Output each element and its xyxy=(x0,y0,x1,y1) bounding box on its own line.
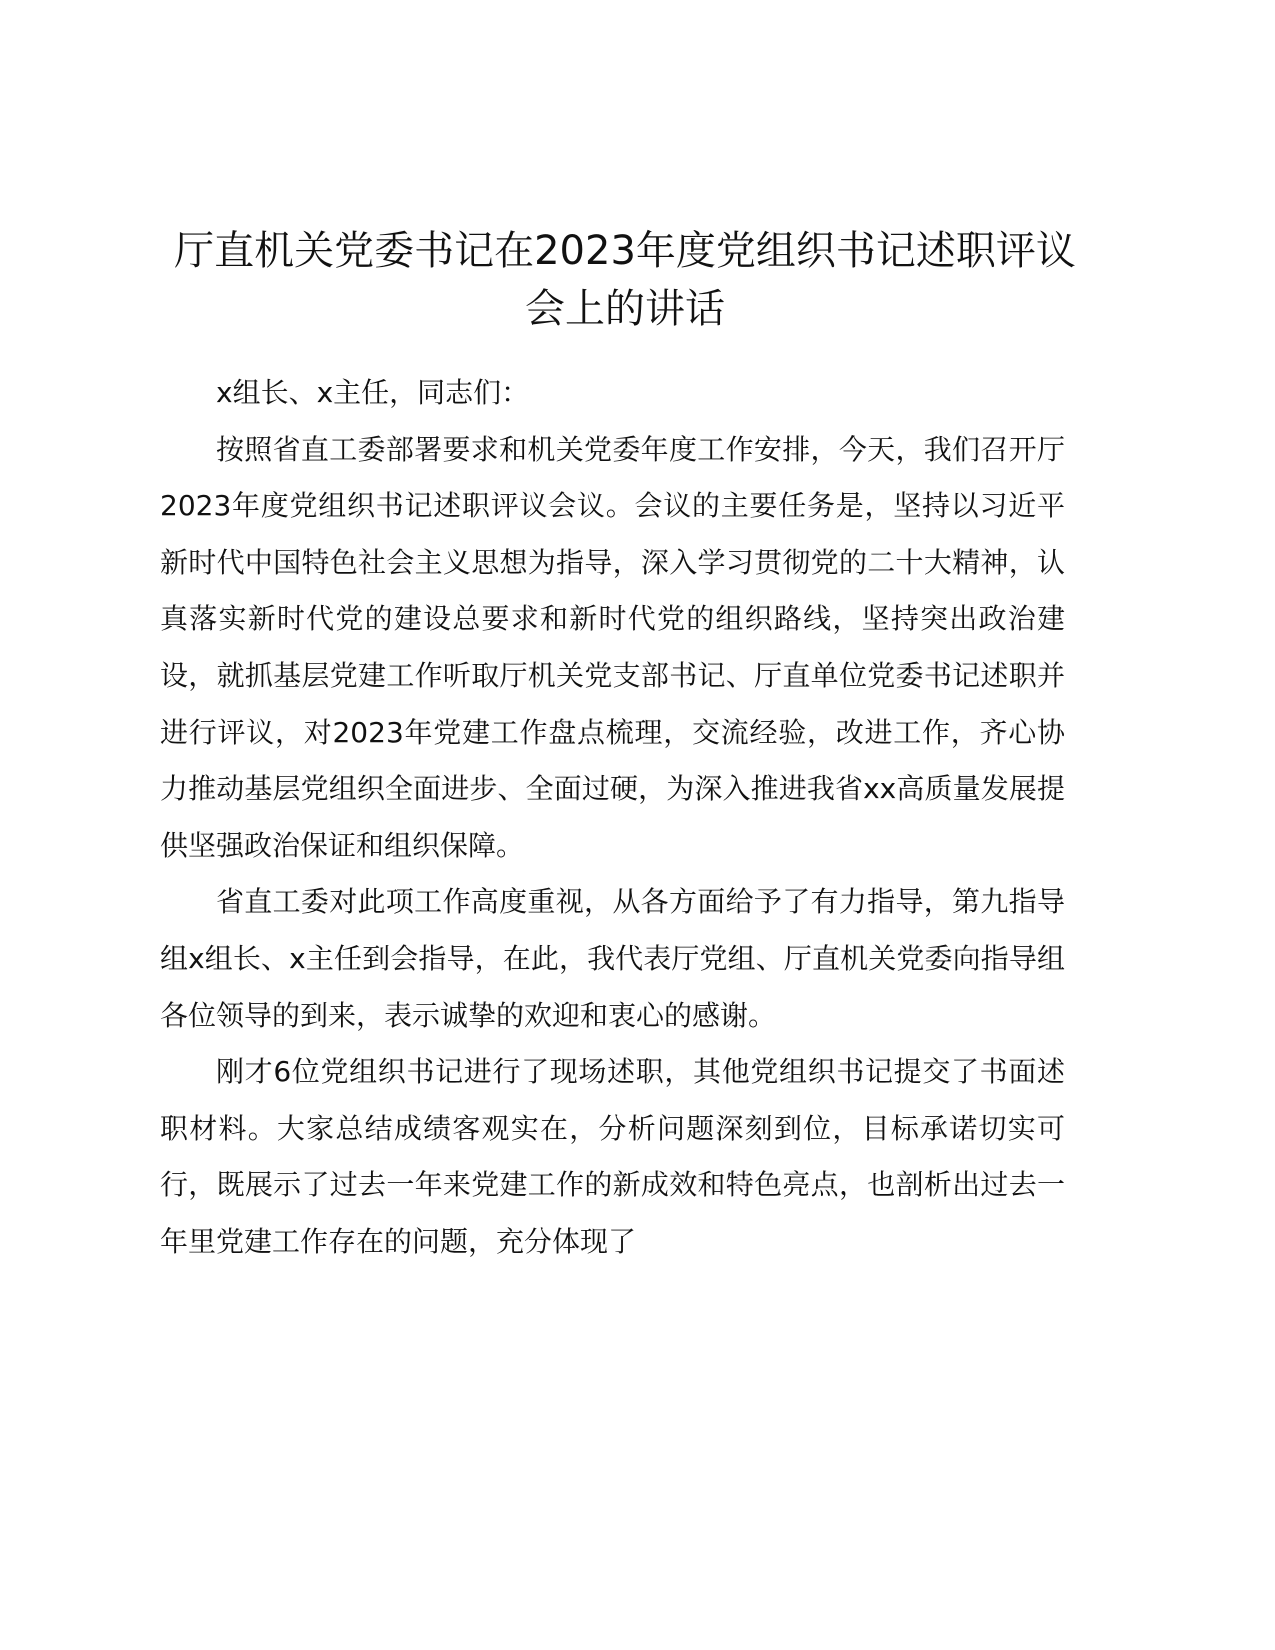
document-body xyxy=(160,365,1065,1271)
paragraph: 按照省直工委部署要求和机关党委年度工作安排，今天，我们召开厅2023年度党组织书记述职评议会议。会议的主要任务是，坚持以习近平新时代中国特色社会主义思想为指导，深入学习贯彻党的二十大精神，认真落实新时代党的建设总要求和新时代党的组织路线，坚持突出政治建设，就抓基层党建工作听取厅机关党支部书记、厅直单位党委书记述职并进行评议，对2023年党建工作盘点梳理，交流经验，改进工作，齐心协力推动基层党组织全面进步、全面过硬，为深入推进我省xx高质量发展提供坚强政治保证和组织保障。 xyxy=(160,432,1065,862)
salutation: x组长、x主任，同志们： xyxy=(216,376,530,409)
paragraph: 省直工委对此项工作高度重视，从各方面给予了有力指导，第九指导组x组长、x主任到会指导，在此，我代表厅党组、厅直机关党委向指导组各位领导的到来，表示诚挚的欢迎和衷心的感谢。 xyxy=(160,885,1065,1032)
paragraph: 刚才6位党组织书记进行了现场述职，其他党组织书记提交了书面述职材料。大家总结成绩客观实在，分析问题深刻到位，目标承诺切实可行，既展示了过去一年来党建工作的新成效和特色亮点，也剖析出过去一年里党建工作存在的问题，充分体现了 xyxy=(160,1055,1065,1258)
document-title: 厅直机关党委书记在2023年度党组织书记述职评议会上的讲话 xyxy=(174,228,1076,332)
